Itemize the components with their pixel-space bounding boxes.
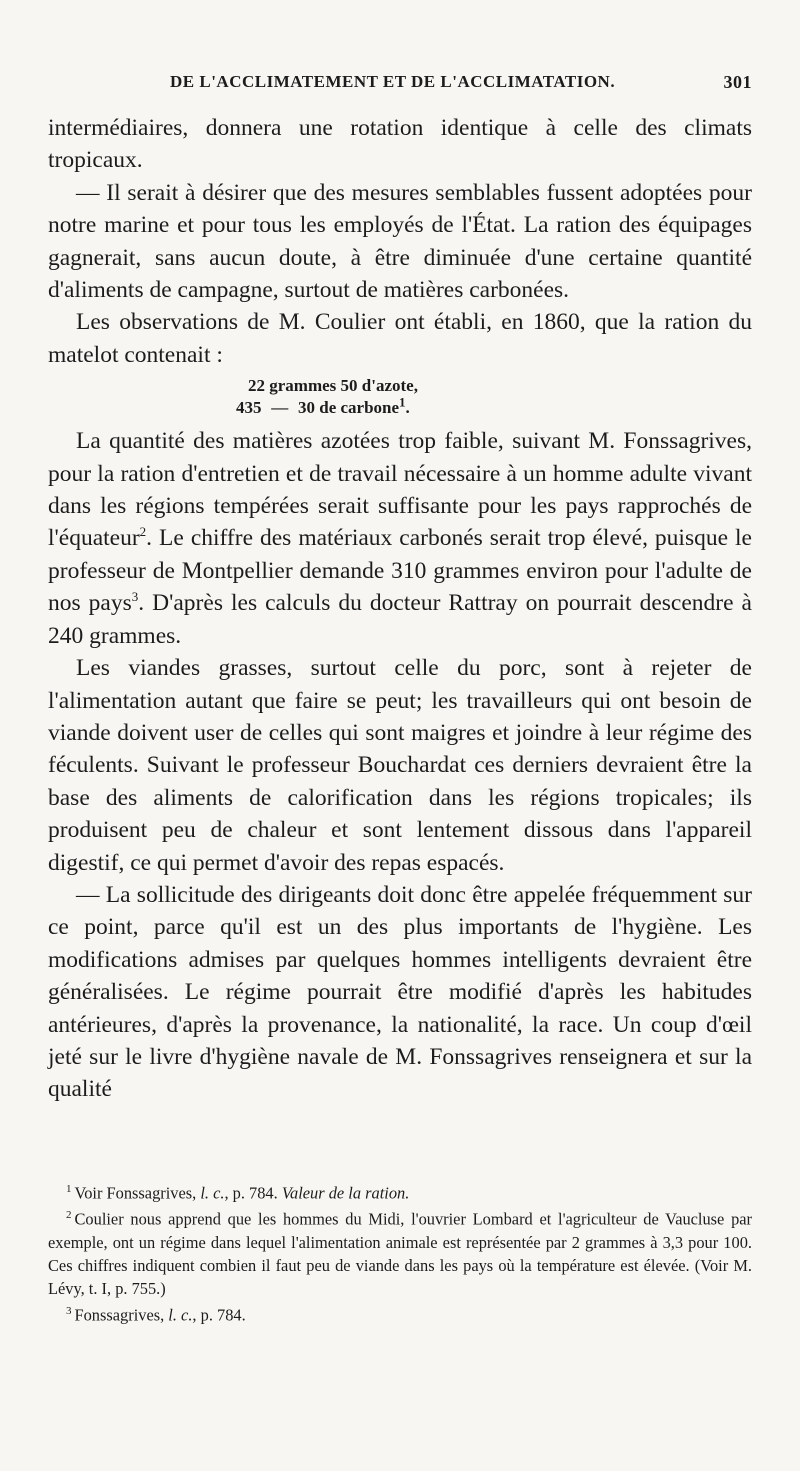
footnote-ref-1[interactable]: 1 [399, 394, 406, 410]
paragraph-4 [48, 425, 752, 652]
footnote-3-loc-cit: l. c. [168, 1305, 193, 1325]
footnote-1-mark: 1 [66, 1183, 72, 1195]
footnote-1-loc-cit: l. c. [200, 1183, 225, 1203]
footnote-ref-2[interactable]: 2 [139, 524, 147, 540]
paragraph-1: intermédiaires, donnera une rotation identique à celle des climats tropicaux. [48, 115, 752, 174]
footnote-3 [48, 1300, 752, 1326]
footnote-3-text-b: , p. 784. [192, 1305, 246, 1325]
paragraph-4-part-a: La quantité des matières azotées trop faible, suivant M. Fonssagrives, pour la ration d'entretien et de travail nécessaire à un homme adulte vivant dans les régions tempérées serait suffisante pour les pays rapprochés de l'équateur [48, 428, 752, 552]
footnote-1-text-b: , p. 784. [224, 1183, 282, 1203]
paragraph-4-part-b: . Le chiffre des matériaux carbonés serait trop élevé, puisque le professeur de Montpellier demande 310 grammes environ pour l'adulte de nos pays [48, 525, 752, 617]
running-title: DE L'ACCLIMATEMENT ET DE L'ACCLIMATATION. [170, 72, 616, 91]
paragraph-5: Les viandes grasses, surtout celle du porc, sont à rejeter de l'alimentation autant que faire se peut; les travailleurs qui ont besoin de viande doivent user de celles qui sont maigres et joindre à leur régime des féculents. Suivant le professeur Bouchardat ces derniers devraient être la base des aliments de calorification dans les régions tropicales; ils produisent peu de chaleur et sont lentement dissous dans l'appareil digestif, ce qui permet d'avoir des repas espacés. [48, 655, 752, 876]
paragraph-3: Les observations de M. Coulier ont établi, en 1860, que la ration du matelot contenait : [48, 309, 752, 368]
ration-row-carbon [48, 394, 752, 419]
footnote-3-mark: 3 [66, 1304, 72, 1317]
footnote-2 [48, 1204, 752, 1299]
ration-row-carbon-end: . [405, 398, 410, 418]
page-number: 301 [723, 72, 752, 92]
paragraph-2: — Il serait à désirer que des mesures semblables fussent adoptées pour notre marine et pour tous les employés de l'État. La ration des équipages gagnerait, sans aucun doute, à être diminuée d'une certaine quantité d'aliments de campagne, surtout de matières carbonées. [48, 179, 752, 304]
paragraph-6: — La sollicitude des dirigeants doit donc être appelée fréquemment sur ce point, parce qu'il est un des plus importants de l'hygiène. Les modifications admises par quelques hommes intelligents devraient être généralisées. Le régime pourrait être modifié d'après les habitudes antérieures, d'après la provenance, la nationalité, la race. Un coup d'œil jeté sur le livre d'hygiène navale de M. Fonssagrives renseignera et sur la qualité [48, 881, 752, 1103]
ration-row-nitrogen-value: 50 d'azote, [340, 376, 418, 396]
footnote-2-text: Coulier nous apprend que les hommes du Midi, l'ouvrier Lombard et l'agriculteur de Vaucluse par exemple, ont un régime dans lequel l'alimentation animale est représentée par 2 grammes à 3,3 pour 100. Ces chiffres indiquent combien il faut peu de viande dans les pays où la température est élevée. (Voir M. Lévy, t. I, p. 755.) [48, 1209, 752, 1298]
ration-composition [48, 375, 752, 419]
footnote-3-text-a: Fonssagrives, [74, 1305, 169, 1325]
ration-row-nitrogen-quantity: 22 grammes [248, 376, 337, 396]
footnote-1-text-a: Voir Fonssagrives, [74, 1183, 201, 1203]
ditto-dash: — [271, 398, 289, 418]
footnote-ref-3[interactable]: 3 [131, 589, 139, 605]
footnote-1 [48, 1178, 752, 1204]
ration-row-carbon-quantity: 435 [236, 398, 262, 418]
page-header [48, 72, 752, 104]
paragraph-4-part-c: . D'après les calculs du docteur Rattray on pourrait descendre à 240 grammes. [48, 590, 752, 649]
footnote-1-italic-title: Valeur de la ration. [281, 1183, 410, 1203]
ration-row-carbon-value: 30 de carbone [298, 398, 400, 418]
footnotes [48, 1178, 752, 1326]
main-text [48, 112, 752, 1106]
footnote-2-mark: 2 [66, 1209, 72, 1222]
